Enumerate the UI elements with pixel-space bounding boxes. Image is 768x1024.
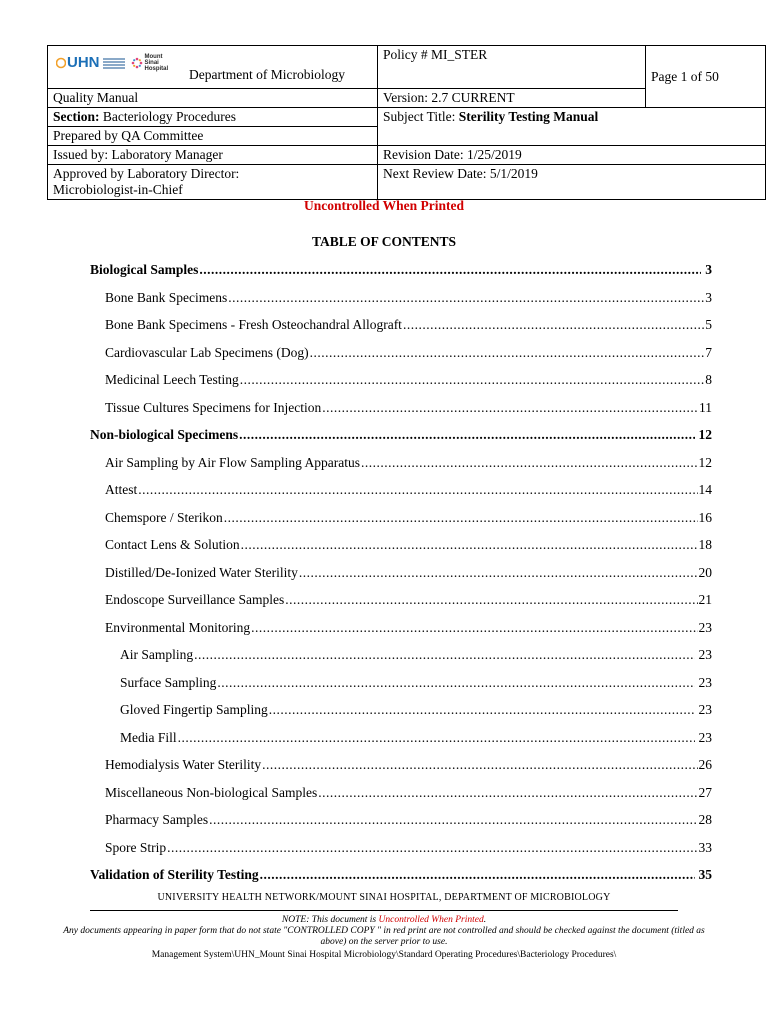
approved-by-title: Microbiologist-in-Chief bbox=[53, 182, 183, 197]
toc-entry[interactable] bbox=[105, 785, 712, 801]
toc-entry-page: 5 bbox=[705, 317, 712, 332]
approved-by: Approved by Laboratory Director: bbox=[53, 166, 240, 181]
toc-entry[interactable] bbox=[105, 757, 712, 773]
next-review-date: Next Review Date: 5/1/2019 bbox=[378, 165, 766, 200]
subject-title: Sterility Testing Manual bbox=[458, 109, 599, 124]
toc-entry-page: 23 bbox=[698, 702, 712, 717]
document-header-table bbox=[47, 45, 766, 200]
version: Version: 2.7 CURRENT bbox=[378, 89, 646, 108]
uhn-logo-lines-icon bbox=[103, 58, 125, 69]
toc-entry-label: Biological Samples bbox=[90, 262, 199, 277]
toc-entry-label: Air Sampling by Air Flow Sampling Apparatus bbox=[105, 454, 360, 470]
uhn-logo bbox=[56, 55, 125, 71]
hospital-logos bbox=[56, 54, 171, 72]
toc-entry-label: Surface Sampling bbox=[120, 674, 217, 690]
toc-entry-label: Chemspore / Sterikon bbox=[105, 509, 223, 525]
toc-entry-label: Distilled/De-Ionized Water Sterility bbox=[105, 564, 298, 580]
footer-note-uncontrolled: Uncontrolled When Printed bbox=[378, 915, 484, 925]
toc-title: TABLE OF CONTENTS bbox=[311, 234, 457, 249]
toc-entry-page: 7 bbox=[705, 344, 712, 360]
toc-entry-label: Medicinal Leech Testing bbox=[105, 372, 239, 387]
toc-entry-leader bbox=[310, 345, 705, 361]
toc-entry-label: Hemodialysis Water Sterility bbox=[105, 757, 262, 772]
subject-label: Subject Title: bbox=[383, 109, 459, 124]
section-label: Section: bbox=[53, 109, 100, 124]
toc-entry[interactable] bbox=[105, 400, 712, 416]
toc-entry-leader bbox=[167, 840, 697, 856]
toc-entry-page: 35 bbox=[698, 867, 712, 882]
toc-entry-page: 18 bbox=[698, 537, 712, 552]
toc-entry-label: Gloved Fingertip Sampling bbox=[120, 702, 268, 717]
toc-entry-label: Endoscope Surveillance Samples bbox=[105, 592, 285, 607]
toc-entry[interactable] bbox=[105, 510, 712, 526]
toc-entry-page: 26 bbox=[698, 757, 712, 772]
toc-entry-leader bbox=[260, 867, 695, 883]
policy-number: Policy # MI_STER bbox=[378, 46, 646, 89]
toc-entry-label: Pharmacy Samples bbox=[105, 812, 209, 827]
toc-entry-label: Non-biological Specimens bbox=[90, 427, 239, 442]
toc-entry-label: Miscellaneous Non-biological Samples bbox=[105, 784, 318, 800]
toc-entry-leader bbox=[262, 757, 697, 773]
toc-entry-label: Cardiovascular Lab Specimens (Dog) bbox=[105, 344, 309, 360]
toc-entry[interactable] bbox=[105, 592, 712, 608]
mount-sinai-logo bbox=[131, 54, 171, 72]
toc-entry[interactable] bbox=[120, 702, 712, 718]
toc-entry-label: Bone Bank Specimens - Fresh Osteochandral Allograft bbox=[105, 317, 402, 332]
toc-entry-page: 27 bbox=[698, 784, 712, 800]
toc-entry[interactable] bbox=[90, 427, 712, 443]
toc-entry[interactable] bbox=[90, 262, 712, 278]
toc-entry-leader bbox=[403, 317, 704, 333]
toc-entry-leader bbox=[285, 592, 697, 608]
footer-note-prefix: NOTE: This document is bbox=[281, 915, 379, 925]
toc-entry[interactable] bbox=[105, 290, 712, 306]
toc-entry-leader bbox=[318, 785, 697, 801]
toc-entry-page: 11 bbox=[699, 399, 712, 415]
toc-entry-leader bbox=[269, 702, 695, 718]
toc-entry[interactable] bbox=[105, 812, 712, 828]
section-value: Bacteriology Procedures bbox=[99, 109, 236, 124]
toc-entry-label: Validation of Sterility Testing bbox=[90, 867, 259, 882]
footer-divider bbox=[90, 910, 678, 911]
toc-entry-page: 23 bbox=[698, 729, 712, 745]
toc-entry[interactable] bbox=[105, 317, 712, 333]
toc-entry-label: Attest bbox=[105, 482, 138, 497]
toc-entry-label: Media Fill bbox=[120, 729, 177, 745]
toc-entry[interactable] bbox=[105, 345, 712, 361]
toc-entry-leader bbox=[178, 730, 695, 746]
toc-entry-page: 14 bbox=[698, 482, 712, 497]
footer-organization: UNIVERSITY HEALTH NETWORK/MOUNT SINAI HOSPITAL, DEPARTMENT OF MICROBIOLOGY bbox=[157, 892, 611, 903]
footer-note bbox=[60, 915, 708, 948]
revision-date: Revision Date: 1/25/2019 bbox=[378, 146, 766, 165]
toc-entry-page: 21 bbox=[698, 592, 712, 607]
toc-entry-leader bbox=[251, 620, 697, 636]
toc-entry-leader bbox=[138, 482, 697, 498]
toc-entry-page: 33 bbox=[698, 839, 712, 855]
footer-note-line1 bbox=[60, 915, 708, 926]
page-number: Page 1 of 50 bbox=[646, 46, 766, 108]
toc-entry-page: 23 bbox=[698, 674, 712, 690]
toc-entry[interactable] bbox=[105, 565, 712, 581]
issued-by: Issued by: Laboratory Manager bbox=[48, 146, 378, 165]
footer-file-path: Management System\UHN_Mount Sinai Hospital Microbiology\Standard Operating Procedures\Bacteriology Procedures\ bbox=[151, 950, 617, 960]
toc-entry-leader bbox=[194, 647, 694, 663]
toc-entry[interactable] bbox=[90, 867, 712, 883]
toc-entry[interactable] bbox=[120, 647, 712, 663]
logo-department-cell bbox=[48, 46, 378, 89]
uhn-logo-text: UHN bbox=[67, 54, 100, 71]
toc-entry-page: 23 bbox=[698, 619, 712, 635]
toc-entry[interactable] bbox=[105, 372, 712, 388]
toc-entry-leader bbox=[228, 290, 704, 306]
toc-entry[interactable] bbox=[105, 537, 712, 553]
toc-entry-page: 20 bbox=[698, 564, 712, 580]
department-name: Department of Microbiology bbox=[189, 67, 345, 82]
footer-note-suffix: . bbox=[483, 915, 487, 925]
section-cell bbox=[48, 108, 378, 127]
toc-entry-leader bbox=[299, 565, 698, 581]
uncontrolled-notice: Uncontrolled When Printed bbox=[303, 198, 464, 213]
toc-entry[interactable] bbox=[105, 840, 712, 856]
toc-entry-leader bbox=[241, 537, 698, 553]
toc-entry-page: 23 bbox=[698, 647, 712, 662]
toc-entry[interactable] bbox=[105, 455, 712, 471]
toc-entry-label: Environmental Monitoring bbox=[105, 619, 251, 635]
toc-entry[interactable] bbox=[105, 482, 712, 498]
mount-sinai-star-icon bbox=[131, 57, 143, 69]
toc-entry-leader bbox=[199, 262, 701, 278]
toc-entry-page: 3 bbox=[705, 262, 712, 277]
toc-entry-page: 8 bbox=[705, 372, 712, 387]
toc-entry-leader bbox=[239, 427, 694, 443]
toc-entry-leader bbox=[240, 372, 704, 388]
toc-entry-page: 28 bbox=[698, 812, 712, 827]
toc-entry-label: Air Sampling bbox=[120, 647, 194, 662]
toc-entry-page: 3 bbox=[705, 289, 712, 305]
toc-entry-leader bbox=[217, 675, 694, 691]
toc-entry[interactable] bbox=[120, 730, 712, 746]
toc-entry-label: Contact Lens & Solution bbox=[105, 537, 240, 552]
toc-entry-leader bbox=[322, 400, 698, 416]
toc-entry-leader bbox=[224, 510, 698, 526]
toc-entry-page: 16 bbox=[698, 509, 712, 525]
quality-manual: Quality Manual bbox=[48, 89, 378, 108]
toc-entry[interactable] bbox=[105, 620, 712, 636]
toc-entry-label: Tissue Cultures Specimens for Injection bbox=[105, 399, 322, 415]
toc-entry-page: 12 bbox=[698, 454, 712, 470]
footer-note-line2: Any documents appearing in paper form that do not state "CONTROLLED COPY " in red print are not controlled and should be checked against the document (titled as above) on the server prior to use. bbox=[63, 926, 705, 947]
toc-entry-leader bbox=[209, 812, 697, 828]
uhn-mark-icon bbox=[56, 56, 66, 70]
toc-entry-label: Spore Strip bbox=[105, 839, 167, 855]
toc-entry-label: Bone Bank Specimens bbox=[105, 289, 228, 305]
toc-entry-leader bbox=[361, 455, 698, 471]
toc-entry-page: 12 bbox=[698, 427, 712, 442]
toc-entry[interactable] bbox=[120, 675, 712, 691]
prepared-by: Prepared by QA Committee bbox=[48, 127, 378, 146]
mount-sinai-logo-text: Mount Sinai Hospital bbox=[144, 54, 169, 72]
approved-by-cell bbox=[48, 165, 378, 200]
subject-title-cell bbox=[378, 108, 766, 146]
